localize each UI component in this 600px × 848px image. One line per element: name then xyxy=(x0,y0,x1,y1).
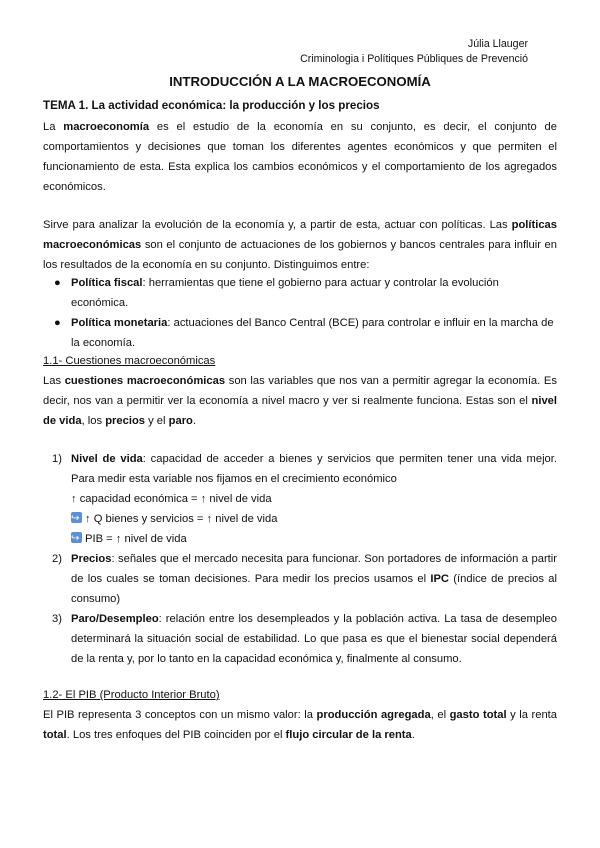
section-heading-1-2: 1.2- El PIB (Producto Interior Bruto) xyxy=(43,689,220,701)
arrow-link-icon xyxy=(71,512,82,523)
paragraph-politicas: Sirve para analizar la evolución de la economía y, a partir de esta, actuar con políticas. Las políticas macroeconómicas son el conjunto de actuaciones de los gobiernos y bancos centrales para influir en los resultados de la economía en su conjunto. Distinguimos entre: xyxy=(43,219,557,271)
formula-line: ↑ capacidad económica = ↑ nivel de vida xyxy=(71,493,272,505)
list-item: 1) Nivel de vida: capacidad de acceder a bienes y servicios que permiten tener una vida mejor. Para medir esta variable nos fijamos en el crecimiento económico ↑ capacidad económica = ↑ nivel de vida ↪↑ Q bienes y servicios = ↑ nivel de vida ↪PIB = ↑ nivel de vida xyxy=(43,449,557,549)
list-item: ● Política fiscal: herramientas que tiene el gobierno para actuar y controlar la evolución económica. xyxy=(43,273,557,313)
formula-line: ↪↑ Q bienes y servicios = ↑ nivel de vida xyxy=(71,509,557,529)
list-item: 3) Paro/Desempleo: relación entre los desempleados y la población activa. La tasa de desempleo determinará la situación social de estabilidad. Lo que pasa es que el bienestar social dependerá de la renta y, por lo tanto en la capacidad económica y, finalmente al consumo. xyxy=(52,613,557,665)
list-item: ● Política monetaria: actuaciones del Banco Central (BCE) para controlar e influir en la marcha de la economía. xyxy=(43,313,557,353)
formula-line: ↪PIB = ↑ nivel de vida xyxy=(71,529,557,549)
tema1-heading: TEMA 1. La actividad económica: la producción y los precios xyxy=(43,99,380,112)
header-course: Criminologia i Polítiques Públiques de Prevenció xyxy=(300,53,528,65)
list-item: 2) Precios: señales que el mercado necesita para funcionar. Son portadores de información a partir de los cuales se toman decisiones. Para medir los precios usamos el IPC (índice de precios al consumo) xyxy=(52,553,557,605)
macro-issues-list xyxy=(43,449,557,669)
paragraph-cuestiones: Las cuestiones macroeconómicas son las variables que nos van a permitir agregar la economía. Es decir, nos van a permitir ver la economía a nivel macro y ver si realmente funciona. Estas son el nivel de vida, los precios y el paro. xyxy=(43,375,557,427)
document-title: INTRODUCCIÓN A LA MACROECONOMÍA xyxy=(169,74,431,89)
header-author: Júlia Llauger xyxy=(467,38,528,50)
bullet-icon: ● xyxy=(54,277,61,289)
arrow-link-icon xyxy=(71,532,82,543)
paragraph-pib: El PIB representa 3 conceptos con un mismo valor: la producción agregada, el gasto total y la renta total. Los tres enfoques del PIB coinciden por el flujo circular de la renta. xyxy=(43,709,557,741)
bullet-icon: ● xyxy=(54,317,61,329)
paragraph-macroeconomia: La macroeconomía es el estudio de la economía en su conjunto, es decir, el conjunto de comportamientos y decisiones que toman los diferentes agentes económicos y que permiten el funcionamiento de esta. Esta explica los cambios económicos y el comportamiento de los agregados económicos. xyxy=(43,121,557,193)
policy-list xyxy=(43,273,557,353)
section-heading-1-1: 1.1- Cuestiones macroeconómicas xyxy=(43,355,216,367)
